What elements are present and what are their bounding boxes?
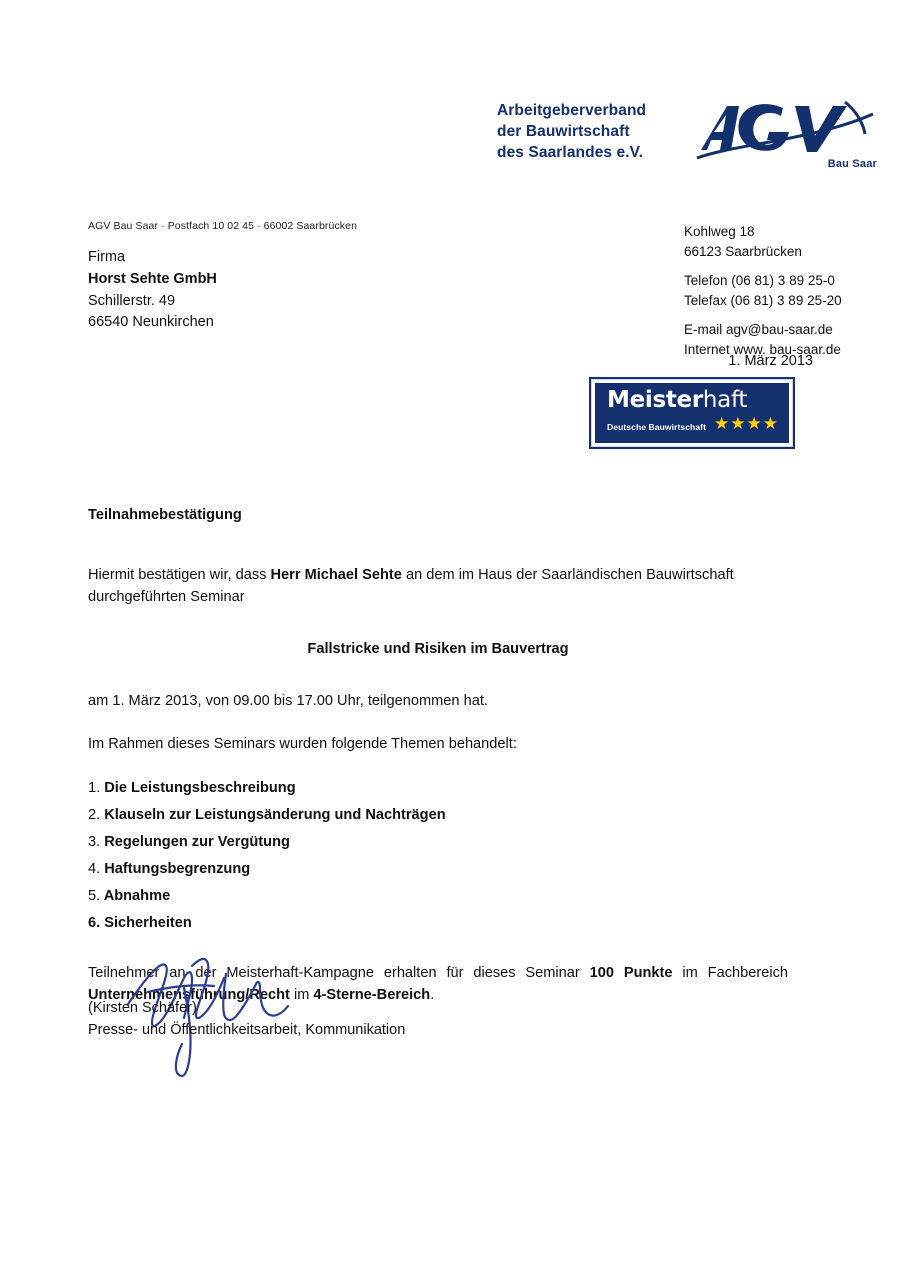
- sender-return-line: AGV Bau Saar · Postfach 10 02 45 · 66002 Saarbrücken: [88, 220, 358, 232]
- organization-name-line2: der Bauwirtschaft: [497, 123, 630, 141]
- topic-number: 2.: [88, 807, 101, 824]
- seminar-title: Fallstricke und Risiken im Bauvertrag: [307, 640, 569, 657]
- signature-role: Presse- und Öffentlichkeitsarbeit, Kommunikation: [88, 1021, 406, 1038]
- contact-phone: Telefon (06 81) 3 89 25-0: [684, 273, 835, 289]
- list-item: [88, 859, 788, 881]
- topic-number: 1.: [88, 780, 101, 797]
- topic-number: 5.: [88, 887, 101, 904]
- recipient-line2: Horst Sehte GmbH: [88, 270, 217, 287]
- agv-logo-subtitle: Bau Saar: [827, 158, 877, 170]
- recipient-line4: 66540 Neunkirchen: [88, 314, 214, 331]
- topic-label: Regelungen zur Vergütung: [104, 834, 290, 851]
- badge-title: [607, 389, 779, 412]
- topic-number: 6.: [88, 914, 101, 931]
- badge-bottom-row: [607, 415, 779, 432]
- points-value: 100 Punkte: [589, 964, 673, 981]
- topics-list: [88, 778, 788, 934]
- list-item: [88, 778, 788, 800]
- topic-number: 4.: [88, 861, 101, 878]
- topics-lead: Im Rahmen dieses Seminars wurden folgende Themen behandelt:: [88, 736, 517, 753]
- contact-block: [684, 222, 842, 359]
- badge-subtitle: Deutsche Bauwirtschaft: [607, 422, 707, 432]
- contact-internet: Internet www. bau-saar.de: [684, 341, 841, 357]
- letterhead: [497, 100, 877, 172]
- contact-fax: Telefax (06 81) 3 89 25-20: [684, 292, 842, 308]
- organization-name-line1: Arbeitgeberverband: [497, 102, 647, 119]
- points-star-level: 4-Sterne-Bereich: [313, 986, 431, 1003]
- topic-number: 3.: [88, 834, 101, 851]
- points-text-1: Teilnehmer an der Meisterhaft-Kampagne erhalten für dieses Seminar: [88, 964, 590, 981]
- agv-logo: [695, 100, 877, 172]
- topic-label: Abnahme: [103, 887, 171, 904]
- signature-block: [88, 998, 405, 1042]
- recipient-line3: Schillerstr. 49: [88, 292, 176, 309]
- letter-date: 1. März 2013: [728, 353, 813, 369]
- letter-subject: Teilnahmebestätigung: [88, 507, 242, 523]
- points-text-3: im: [289, 986, 314, 1003]
- contact-phone-group: [684, 271, 842, 310]
- contact-street: Kohlweg 18: [684, 224, 755, 239]
- list-item: [88, 886, 788, 908]
- badge-title-bold: Meister: [607, 387, 703, 413]
- recipient-line1: Firma: [88, 249, 126, 265]
- intro-paragraph: [88, 565, 788, 609]
- topic-label: Haftungsbegrenzung: [104, 861, 251, 878]
- topic-label: Die Leistungsbeschreibung: [104, 780, 296, 797]
- attendance-paragraph: am 1. März 2013, von 09.00 bis 17.00 Uhr, teilgenommen hat.: [88, 692, 488, 709]
- list-item: [88, 805, 788, 827]
- recipient-address: [88, 247, 217, 334]
- meisterhaft-badge: [592, 380, 792, 446]
- organization-name: [497, 100, 646, 163]
- points-text-4: .: [430, 986, 435, 1003]
- badge-title-light: haft: [702, 387, 748, 413]
- points-field: Unternehmensführung/Recht: [88, 986, 290, 1003]
- topic-label: Sicherheiten: [104, 914, 192, 931]
- points-text-2: im Fachbereich: [672, 964, 788, 981]
- badge-stars: ★★★★: [714, 414, 779, 433]
- contact-address: [684, 222, 842, 261]
- organization-name-line3: des Saarlandes e.V.: [497, 144, 644, 162]
- intro-pre: Hiermit bestätigen wir, dass: [88, 566, 271, 583]
- topic-label: Klauseln zur Leistungsänderung und Nachträgen: [104, 807, 446, 824]
- participant-name: Herr Michael Sehte: [270, 566, 402, 583]
- contact-email: E-mail agv@bau-saar.de: [684, 322, 833, 338]
- contact-city: 66123 Saarbrücken: [684, 243, 802, 259]
- list-item: [88, 832, 788, 854]
- intro-post: an dem im Haus der Saarländischen Bauwirtschaft durchgeführten Seminar: [88, 566, 734, 605]
- signature-name: (Kirsten Schäfer): [88, 1000, 197, 1016]
